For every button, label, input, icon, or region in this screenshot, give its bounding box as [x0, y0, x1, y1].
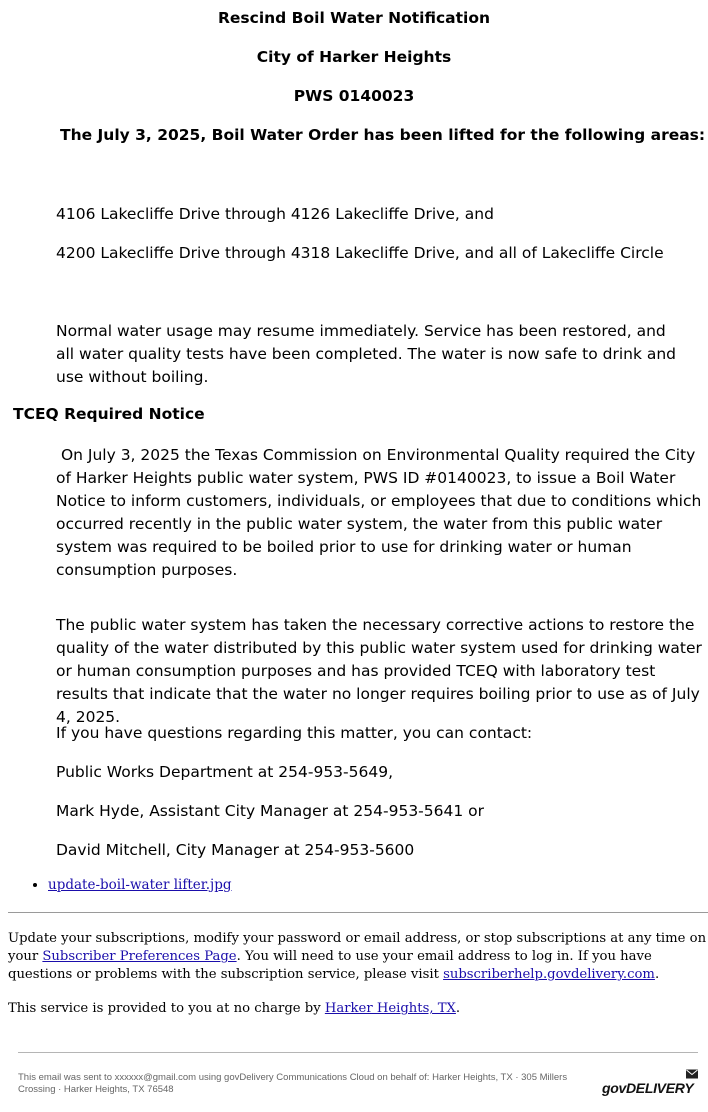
subscriber-help-link[interactable]: subscriberhelp.govdelivery.com [443, 967, 655, 982]
attachment-list [30, 877, 232, 893]
city-name: City of Harker Heights [256, 48, 452, 66]
envelope-icon [686, 1068, 698, 1080]
subscription-text-middle: . You will need to use your email address to log in. If you have questions or problems with the subscription service, please visit [8, 949, 652, 982]
subscription-text-start: Update your subscriptions, modify your password or email address, or stop subscriptions at any time on your [8, 931, 707, 964]
order-lifted-heading: The July 3, 2025, Boil Water Order has been lifted for the following areas: [60, 126, 706, 144]
subscriber-preferences-link[interactable]: Subscriber Preferences Page [42, 949, 237, 964]
subscription-text [8, 930, 708, 984]
resume-usage-text: Normal water usage may resume immediately. Service has been restored, and all water quality tests have been completed. The water is now safe to drink and use without boiling. [56, 322, 677, 386]
harker-heights-link[interactable]: Harker Heights, TX [324, 1001, 456, 1016]
notification-title: Rescind Boil Water Notification [217, 9, 491, 27]
contact-public-works: Public Works Department at 254-953-5649, [56, 763, 394, 781]
area-item: 4200 Lakecliffe Drive through 4318 Lakecliffe Drive, and all of Lakecliffe Circle [56, 244, 664, 262]
corrective-actions-paragraph: The public water system has taken the necessary corrective actions to restore the quality of the water distributed by this public water system used for drinking water or human consumption purposes and has provided TCEQ with laboratory test results that indicate that the water no longer requires boiling prior to use as of July 4, 2025. [56, 616, 702, 726]
footer-text: This email was sent to xxxxxx@gmail.com using govDelivery Communications Cloud on behalf of: Harker Heights, TX · 305 Millers Crossing · Harker Heights, TX 76548 [18, 1072, 568, 1095]
tceq-heading: TCEQ Required Notice [13, 405, 205, 423]
tceq-notice-paragraph: On July 3, 2025 the Texas Commission on Environmental Quality required the City of Harker Heights public water system, PWS ID #0140023, to issue a Boil Water Notice to inform customers, individuals, or employees that due to conditions which occurred recently in the public water system, the water from this public water system was required to be boiled prior to use for drinking water or human consumption purposes. [56, 446, 707, 579]
service-text-end: . [455, 1001, 461, 1016]
service-text [8, 1000, 708, 1018]
questions-text: If you have questions regarding this matter, you can contact: [56, 724, 533, 742]
service-text-start: This service is provided to you at no charge by [8, 1001, 325, 1016]
area-item: 4106 Lakecliffe Drive through 4126 Lakecliffe Drive, and [56, 205, 494, 223]
attachment-item [48, 877, 232, 893]
logo-text: govDELIVERY [602, 1080, 694, 1096]
contact-assistant-manager: Mark Hyde, Assistant City Manager at 254-953-5641 or [56, 802, 485, 820]
contact-city-manager: David Mitchell, City Manager at 254-953-5600 [56, 841, 415, 859]
subscription-text-end: . [654, 967, 660, 982]
govdelivery-logo[interactable] [602, 1068, 702, 1100]
footer-divider [18, 1052, 698, 1053]
attachment-link[interactable]: update-boil-water lifter.jpg [48, 877, 232, 893]
divider [8, 912, 708, 913]
pws-number: PWS 0140023 [293, 87, 415, 105]
